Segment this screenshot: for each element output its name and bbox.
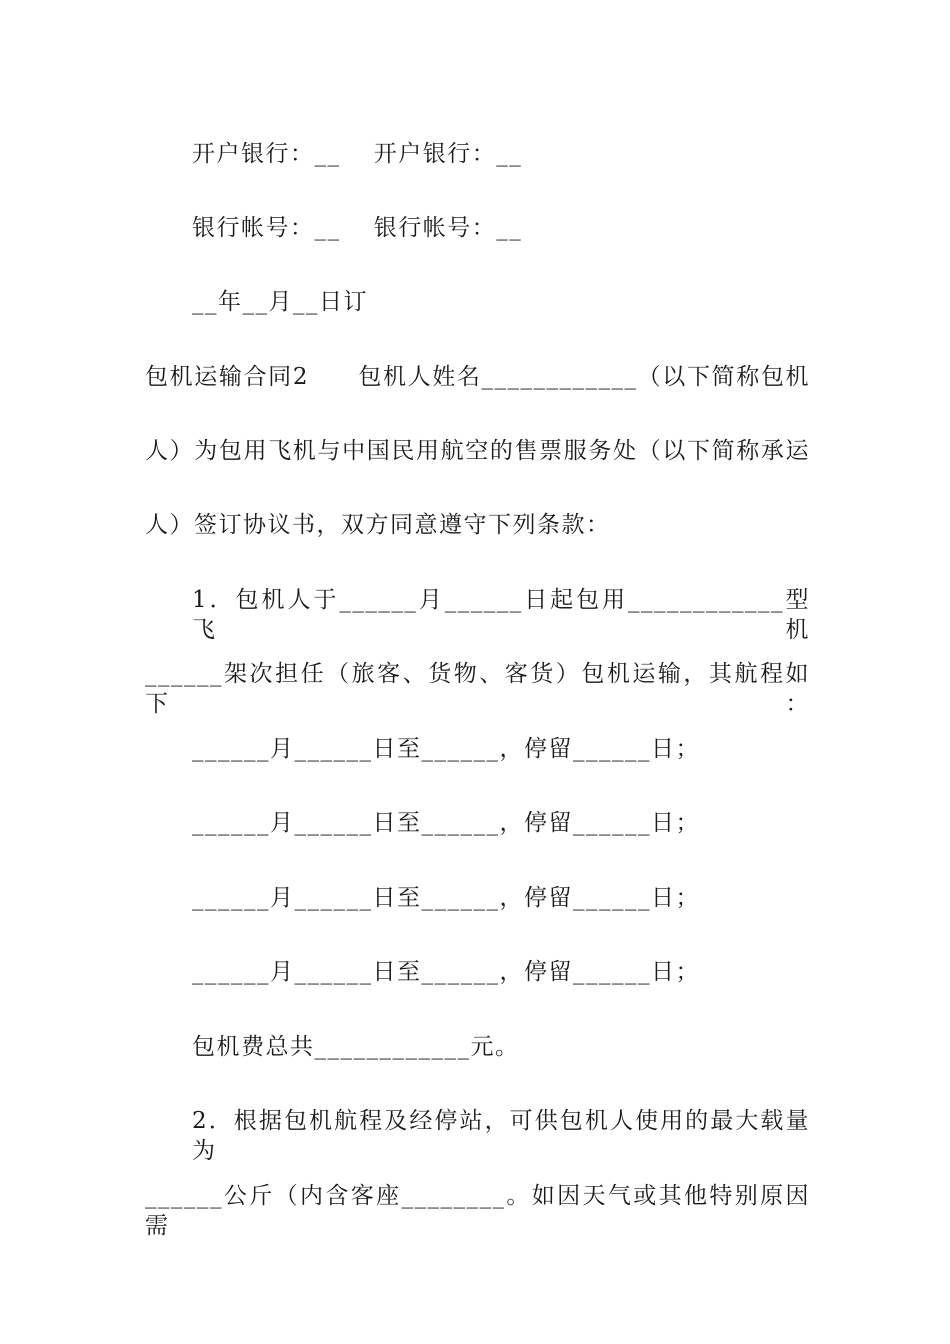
paragraph-line: ______架次担任（旅客、货物、客货）包机运输，其航程如下： <box>145 661 810 717</box>
clause-1-line: 1．包机人于______月______日起包用____________型飞机 <box>192 587 810 643</box>
itinerary-line: ______月______日至______，停留______日； <box>192 959 700 985</box>
paragraph-line: ______公斤（内含客座________。如因天气或其他特别原因需 <box>145 1183 810 1239</box>
paragraph-line: 人）为包用飞机与中国民用航空的售票服务处（以下简称承运 <box>145 438 810 464</box>
bank-account-line: 银行帐号：__ 银行帐号：__ <box>192 215 523 241</box>
charter-fee-line: 包机费总共____________元。 <box>192 1034 520 1060</box>
itinerary-line: ______月______日至______，停留______日； <box>192 885 700 911</box>
contract-title-line: 包机运输合同2 包机人姓名____________（以下简称包机 <box>145 364 810 390</box>
paragraph-line: 人）签订协议书，双方同意遵守下列条款： <box>145 512 611 538</box>
clause-2-line: 2．根据包机航程及经停站，可供包机人使用的最大载量为 <box>192 1108 810 1164</box>
itinerary-line: ______月______日至______，停留______日； <box>192 736 700 762</box>
date-signed-line: __年__月__日订 <box>192 289 368 315</box>
bank-name-line: 开户银行：__ 开户银行：__ <box>192 141 523 167</box>
itinerary-line: ______月______日至______，停留______日； <box>192 810 700 836</box>
